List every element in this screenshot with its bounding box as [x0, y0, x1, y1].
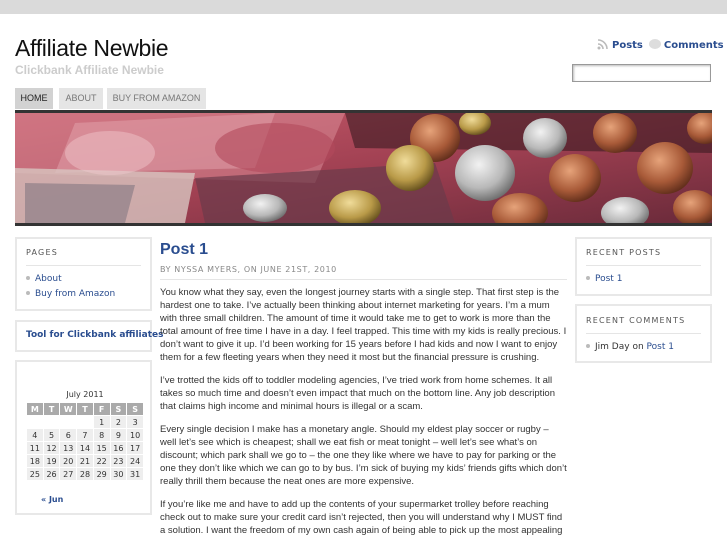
weekday-header: S [110, 403, 127, 416]
calendar-day: 6 [60, 429, 77, 442]
widget-divider [586, 333, 701, 334]
calendar-day: 23 [110, 455, 127, 468]
calendar-day: 15 [93, 442, 110, 455]
calendar-day: 18 [27, 455, 44, 468]
calendar-table [26, 390, 144, 481]
calendar-days [27, 416, 144, 481]
banner-money-illustration [15, 113, 712, 223]
post-paragraph: If you’re like me and have to add up the contents of your supermarket trolley before reaching check out to make sure your credit card isn’t rejected, then you will understand why I MUST find a solution. I want the freedom of my own cash again of being able to pick up the most appealing [160, 499, 563, 536]
site-description: Clickbank Affiliate Newbie [15, 63, 164, 77]
post-paragraph: Every single decision I make has a monetary angle. Should my eldest play soccer or rugby – well let’s see which is cheapest; shall we eat fish or meat tonight – well let’s see what’s on discount; which park shall we go to – the one they like where we have to pay for parking or the one they don’t like which we can go to by bus. I’m sick of buying my kids’ friends gifts which don’t really thrill them because the neat ones are more expensive. [160, 424, 567, 487]
calendar-day: 28 [77, 468, 94, 481]
calendar-day: 4 [27, 429, 44, 442]
calendar-day: 25 [27, 468, 44, 481]
top-bar [0, 0, 727, 14]
rss-icon [597, 38, 609, 50]
calendar-day: 2 [110, 416, 127, 429]
calendar-day: 10 [127, 429, 144, 442]
calendar-day [43, 416, 60, 429]
page-link-label: About [35, 274, 62, 284]
calendar-day [27, 416, 44, 429]
calendar-day: 21 [77, 455, 94, 468]
calendar-day: 1 [93, 416, 110, 429]
weekday-header: M [27, 403, 44, 416]
calendar-day: 27 [60, 468, 77, 481]
weekday-header: W [60, 403, 77, 416]
recent-post-link[interactable] [586, 274, 622, 284]
calendar-day: 16 [110, 442, 127, 455]
calendar-week-row [27, 416, 144, 429]
recent-comment-item [586, 342, 674, 352]
comment-on-text: on [632, 342, 644, 352]
weekday-header: T [77, 403, 94, 416]
calendar-day: 8 [93, 429, 110, 442]
site-title[interactable]: Affiliate Newbie [15, 35, 169, 61]
calendar-day [77, 416, 94, 429]
weekday-header: S [127, 403, 144, 416]
weekday-header: F [93, 403, 110, 416]
calendar-week-row [27, 455, 144, 468]
post-divider [160, 279, 567, 280]
calendar-header-row [27, 403, 144, 416]
calendar-day: 14 [77, 442, 94, 455]
bullet-icon [26, 291, 30, 295]
calendar-day: 24 [127, 455, 144, 468]
posts-feed-link[interactable]: Posts [612, 40, 643, 51]
calendar-day: 17 [127, 442, 144, 455]
bullet-icon [586, 276, 590, 280]
calendar-day: 22 [93, 455, 110, 468]
comments-feed-link[interactable]: Comments [663, 40, 724, 51]
feed-links [597, 38, 724, 51]
calendar-day: 30 [110, 468, 127, 481]
calendar-week-row [27, 429, 144, 442]
page-link-about[interactable] [26, 274, 62, 284]
comment-author: Jim Day [595, 342, 630, 352]
calendar-day: 26 [43, 468, 60, 481]
widget-divider [586, 265, 701, 266]
post-title[interactable]: Post 1 [160, 241, 209, 258]
calendar-day: 20 [60, 455, 77, 468]
calendar-day: 3 [127, 416, 144, 429]
post-meta: BY NYSSA MYERS, ON JUNE 21ST, 2010 [160, 265, 337, 274]
recent-posts-widget [575, 237, 712, 296]
post-body [160, 286, 567, 547]
post-paragraph: You know what they say, even the longest journey starts with a single step. That first step is the hardest one to take. I’ve actually been thinking about internet marketing for years. I’m a mum with three small children. The amount of time it would take me to get to work is more than the total amount of free time I have in a day. I feel trapped. This time with my kids is really precious. I don’t want to give it up. I’d been working for 15 years before I had kids and now I want to enjoy them for a few fleeting years when they need it most but the financial pressure is crushing. [160, 287, 567, 363]
calendar-day: 9 [110, 429, 127, 442]
calendar-week-row [27, 442, 144, 455]
calendar-day: 19 [43, 455, 60, 468]
calendar-week-row [27, 468, 144, 481]
calendar-day: 5 [43, 429, 60, 442]
calendar-caption: July 2011 [66, 390, 104, 399]
tool-widget [15, 320, 164, 352]
recent-comments-title: RECENT COMMENTS [586, 316, 686, 325]
page-link-buy-from-amazon[interactable] [26, 289, 115, 299]
recent-comments-widget [575, 304, 712, 363]
calendar-prev-month-link[interactable]: « Jun [41, 495, 64, 504]
nav-about[interactable]: ABOUT [59, 88, 103, 109]
calendar-day: 7 [77, 429, 94, 442]
calendar-day: 31 [127, 468, 144, 481]
recent-post-label: Post 1 [595, 274, 623, 284]
calendar-day: 29 [93, 468, 110, 481]
nav-home[interactable]: HOME [15, 88, 53, 109]
calendar-day: 11 [27, 442, 44, 455]
speech-bubble-icon [649, 39, 661, 49]
pages-widget [15, 237, 152, 311]
bullet-icon [26, 276, 30, 280]
banner-divider [15, 223, 712, 226]
weekday-header: T [43, 403, 60, 416]
widget-divider [26, 265, 141, 266]
page-link-label: Buy from Amazon [35, 289, 116, 299]
comment-post-link[interactable]: Post 1 [646, 342, 674, 352]
search-input[interactable] [572, 64, 711, 82]
bullet-icon [586, 344, 590, 348]
calendar-day: 13 [60, 442, 77, 455]
recent-posts-title: RECENT POSTS [586, 248, 662, 257]
calendar-day: 12 [43, 442, 60, 455]
tool-for-clickbank-link[interactable]: Tool for Clickbank affiliates [26, 330, 164, 340]
calendar-widget [15, 360, 152, 515]
nav-buy-from-amazon[interactable]: BUY FROM AMAZON [107, 88, 206, 109]
calendar-day [60, 416, 77, 429]
header-banner-image [15, 113, 712, 223]
post-paragraph: I’ve trotted the kids off to toddler modeling agencies, I’ve tried work from home schemes. It all takes so much time and doesn’t even impact that much on the bottom line. Any job description that claims high income and minimal hours is illegal or a scam. [160, 375, 555, 412]
pages-widget-title: PAGES [26, 248, 58, 257]
